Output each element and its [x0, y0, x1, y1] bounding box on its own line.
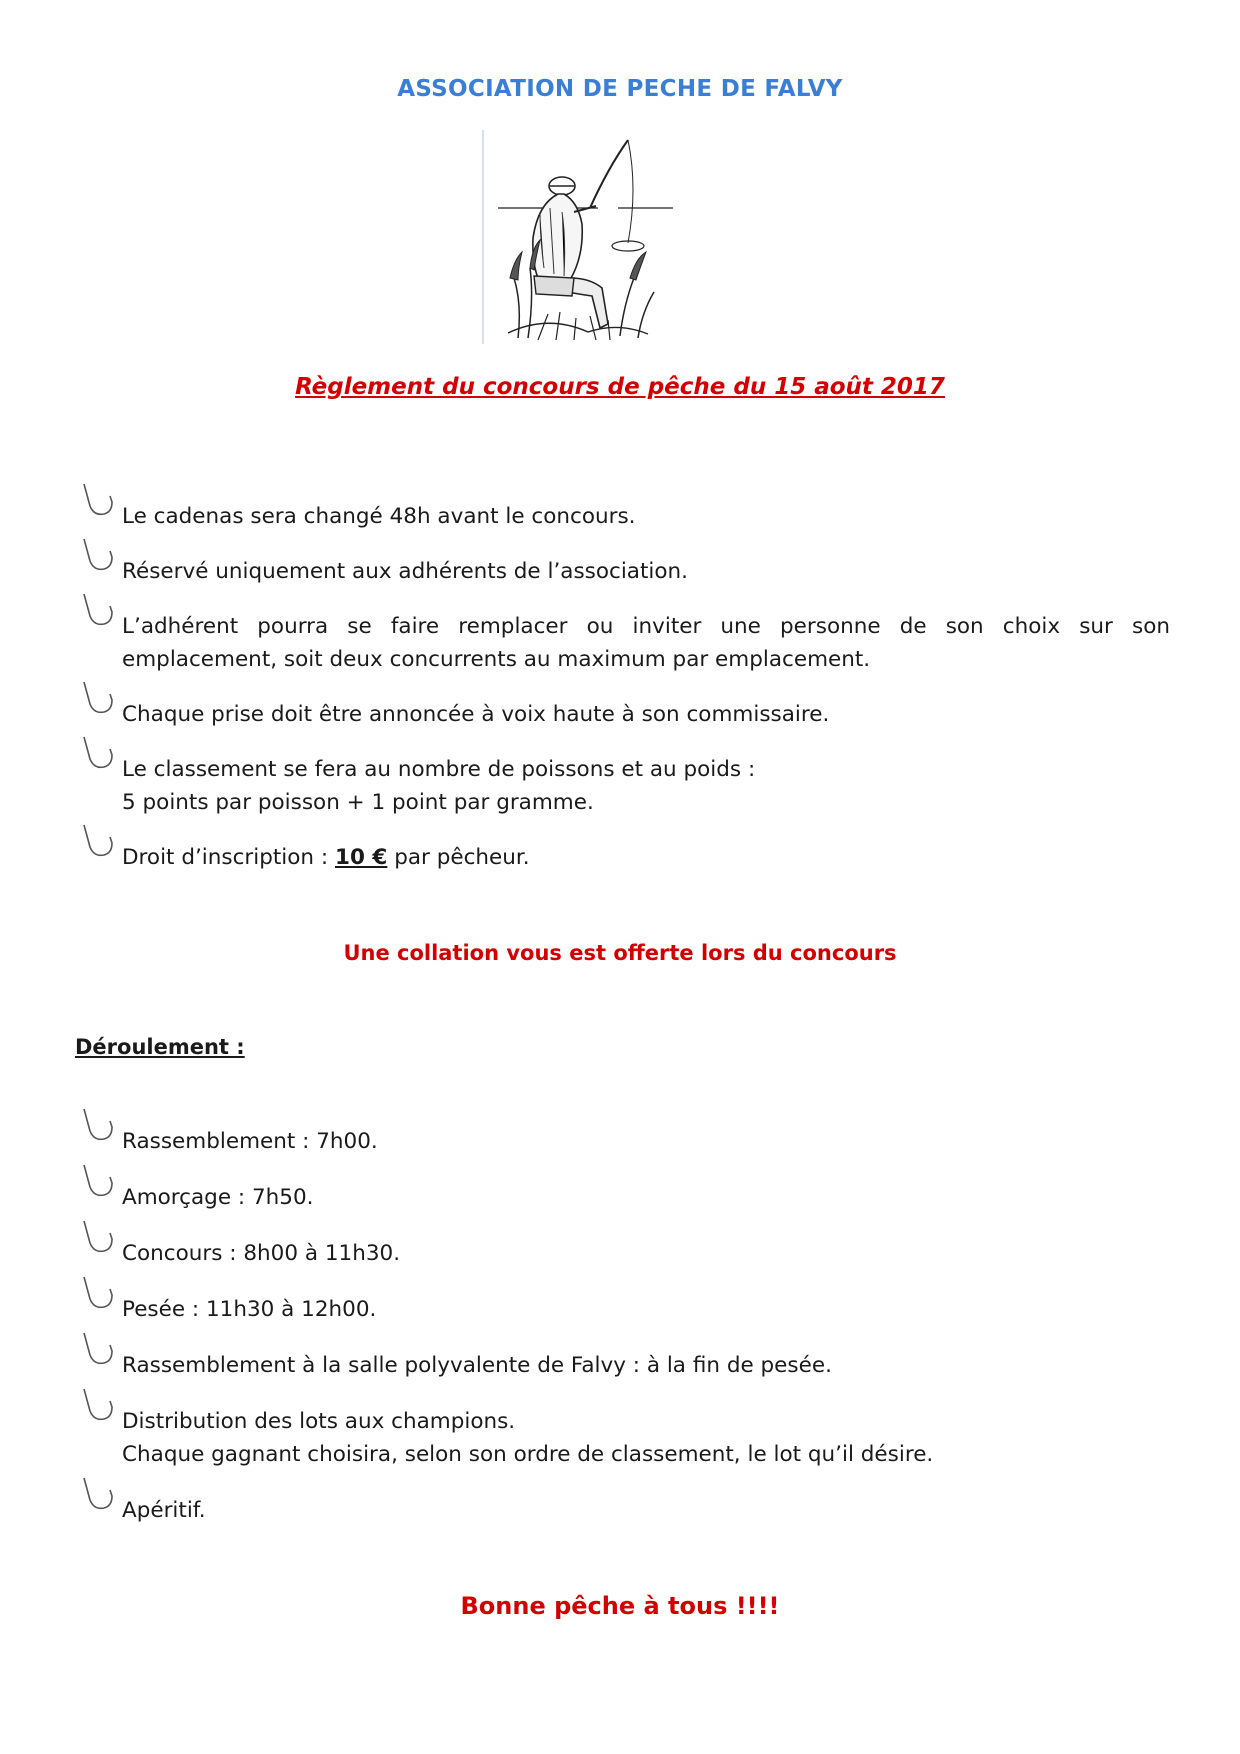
list-item: [80, 1494, 1170, 1527]
document-title: ASSOCIATION DE PECHE DE FALVY: [397, 76, 843, 102]
list-item: [80, 753, 1170, 819]
fish-hook-icon: [80, 1107, 116, 1147]
deroulement-heading: Déroulement :: [75, 1035, 245, 1059]
fish-hook-icon: [80, 537, 116, 577]
fee-amount: 10 €: [334, 845, 388, 870]
step-text: Rassemblement à la salle polyvalente de Falvy : à la fin de pesée.: [122, 1353, 832, 1378]
list-item: [80, 1125, 1170, 1158]
step-text: Pesée : 11h30 à 12h00.: [122, 1297, 377, 1322]
step-text-line2: Chaque gagnant choisira, selon son ordre de classement, le lot qu’il désire.: [122, 1442, 934, 1467]
list-item: [80, 500, 1170, 533]
rules-subtitle: Règlement du concours de pêche du 15 août 2017: [295, 374, 945, 400]
step-text: Concours : 8h00 à 11h30.: [122, 1241, 401, 1266]
list-item: [80, 698, 1170, 731]
list-item: [80, 1293, 1170, 1326]
list-item: [80, 610, 1170, 676]
step-text: Amorçage : 7h50.: [122, 1185, 314, 1210]
list-item: [80, 1237, 1170, 1270]
fish-hook-icon: [80, 735, 116, 775]
list-item: [80, 1349, 1170, 1382]
fish-hook-icon: [80, 1387, 116, 1427]
collation-notice: Une collation vous est offerte lors du concours: [343, 941, 897, 965]
fish-hook-icon: [80, 1331, 116, 1371]
fish-hook-icon: [80, 1275, 116, 1315]
fish-hook-icon: [80, 1163, 116, 1203]
fish-hook-icon: [80, 482, 116, 522]
rule-text-line1: Le classement se fera au nombre de poissons et au poids :: [122, 757, 756, 782]
rule-text: L’adhérent pourra se faire remplacer ou inviter une personne de son choix sur son emplacement, soit deux concurrents au maximum par emplacement.: [122, 614, 1170, 672]
rules-list: [80, 500, 1170, 896]
step-text: Rassemblement : 7h00.: [122, 1129, 378, 1154]
list-item: [80, 841, 1170, 874]
list-item: [80, 555, 1170, 588]
fish-hook-icon: [80, 1476, 116, 1516]
fish-hook-icon: [80, 680, 116, 720]
fee-prefix: Droit d’inscription :: [122, 845, 335, 870]
fish-hook-icon: [80, 1219, 116, 1259]
list-item: [80, 1405, 1170, 1471]
fish-hook-icon: [80, 823, 116, 863]
fee-suffix: par pêcheur.: [387, 845, 530, 870]
closing-message: Bonne pêche à tous !!!!: [460, 1592, 780, 1620]
fisherman-illustration-icon: [478, 128, 678, 346]
rule-text: Chaque prise doit être annoncée à voix haute à son commissaire.: [122, 702, 830, 727]
rule-text: Le cadenas sera changé 48h avant le concours.: [122, 504, 636, 529]
rule-text: Réservé uniquement aux adhérents de l’association.: [122, 559, 689, 584]
rule-text-line2: 5 points par poisson + 1 point par gramme.: [122, 790, 594, 815]
fish-hook-icon: [80, 592, 116, 632]
schedule-list: [80, 1125, 1170, 1550]
step-text-line1: Distribution des lots aux champions.: [122, 1409, 516, 1434]
step-text: Apéritif.: [122, 1498, 206, 1523]
list-item: [80, 1181, 1170, 1214]
